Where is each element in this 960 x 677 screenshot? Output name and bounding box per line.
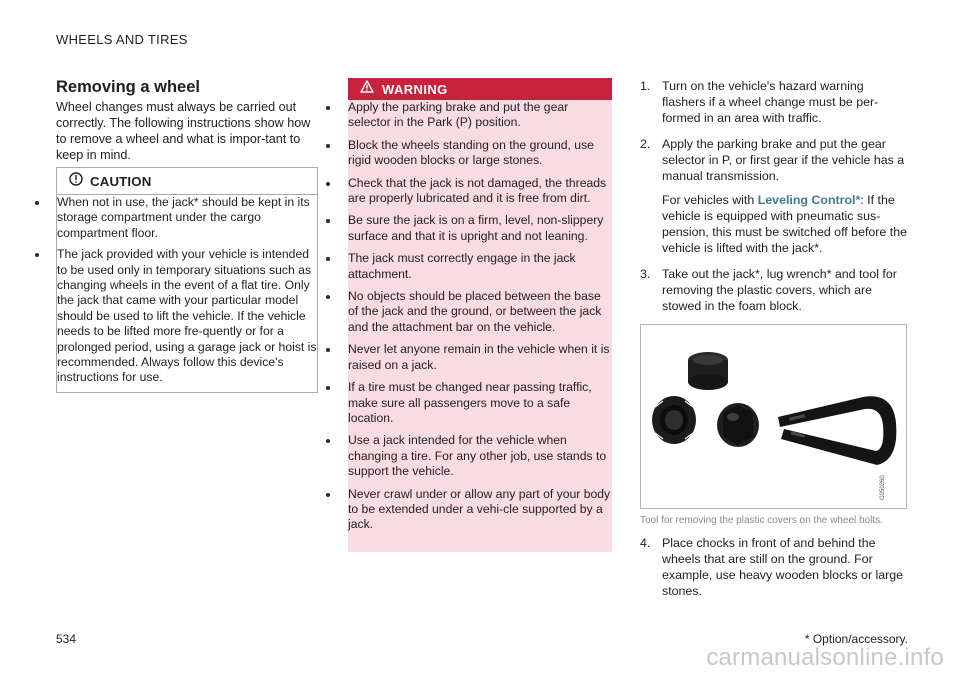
step-item [640, 266, 908, 314]
plastic-cover-top [688, 352, 728, 390]
column-middle [348, 78, 612, 552]
warning-item: Apply the parking brake and put the gear selector in the Park (P) position. [348, 100, 612, 131]
warning-header [348, 78, 612, 100]
warning-item: Block the wheels standing on the ground, use rigid wooden blocks or large stones. [348, 138, 612, 169]
leveling-control-link[interactable]: Leveling Control* [757, 193, 861, 207]
caution-icon [69, 172, 83, 191]
page-number: 534 [56, 632, 77, 646]
step-text: Turn on the vehicle's hazard warning flashers if a wheel change must be per-formed in an area with traffic. [662, 79, 879, 125]
subnote-suffix: : If the vehicle is equipped with pneumatic sus-pension, this must be switched off before the vehicle is lifted with the jack*. [662, 193, 907, 255]
section-header: WHEELS AND TIRES [56, 32, 188, 47]
warning-item: No objects should be placed between the base of the jack and the ground, or between the jack and the attachment bar on the vehicle. [348, 289, 612, 335]
tool-illustration [641, 325, 906, 508]
caution-header [57, 168, 317, 195]
step-text: Take out the jack*, lug wrench* and tool for removing the plastic covers, which are stowed in the foam block. [662, 267, 897, 313]
steps-list [640, 78, 908, 314]
watermark: carmanualsonline.info [706, 644, 944, 671]
warning-item: The jack must correctly engage in the jack attachment. [348, 251, 612, 282]
step-item [640, 78, 908, 126]
warning-item: Check that the jack is not damaged, the threads are properly lubricated and it is free from dirt. [348, 176, 612, 207]
warning-item: If a tire must be changed near passing traffic, make sure all passengers move to a safe location. [348, 380, 612, 426]
figure-code: G050260 [880, 475, 886, 500]
subnote-prefix: For vehicles with [662, 193, 758, 207]
caution-item: The jack provided with your vehicle is intended to be used only in temporary situations such as changing wheels in the event of a flat tire. Only the jack that came with your particular model should be used to lift the vehicle. If the vehicle needs to be lifted more fre-quently or for a prolonged period, using a garage jack or hoist is recommended. Always follow this device's instructions for use. [57, 247, 317, 385]
cover-removal-tool [778, 396, 896, 465]
step-number: 2. [640, 137, 651, 151]
caution-box [56, 167, 318, 393]
warning-item: Be sure the jack is on a firm, level, non-slippery surface and that it is upright and not leaning. [348, 213, 612, 244]
step-number: 1. [640, 79, 651, 93]
caution-title: CAUTION [90, 173, 152, 189]
warning-item: Use a jack intended for the vehicle when changing a tire. For any other job, use stands to support the vehicle. [348, 433, 612, 479]
warning-box [348, 78, 612, 552]
steps-list-continued [640, 535, 908, 599]
warning-title: WARNING [382, 81, 448, 97]
step-item [640, 535, 908, 599]
warning-list [348, 100, 612, 533]
column-right [640, 78, 908, 609]
step-text: Apply the parking brake and put the gear selector in P, or first gear if the vehicle has a manual transmission. [662, 137, 905, 183]
step-number: 3. [640, 267, 651, 281]
intro-text: Wheel changes must always be carried out correctly. The following instructions show how to remove a wheel and what is impor-tant to keep in mind. [56, 100, 311, 162]
warning-item: Never crawl under or allow any part of your body to be extended under a vehi-cle supported by a jack. [348, 486, 611, 532]
step-text: Place chocks in front of and behind the wheels that are still on the ground. For example, use heavy wooden blocks or large stones. [662, 536, 904, 598]
step-item [640, 136, 908, 256]
figure-caption: Tool for removing the plastic covers on the wheel bolts. [640, 515, 883, 526]
step-subnote [662, 192, 908, 256]
footnote: * Option/accessory. [804, 632, 908, 646]
warning-triangle-icon [360, 80, 374, 98]
page-heading: Removing a wheel [56, 78, 200, 96]
cover-removal-tool-figure [640, 324, 907, 509]
column-left [56, 78, 318, 393]
step-number: 4. [640, 536, 651, 550]
plastic-cover-middle [717, 403, 759, 447]
caution-item: When not in use, the jack* should be kept in its storage compartment under the cargo compartment floor. [57, 195, 317, 241]
caution-list [57, 195, 317, 386]
warning-item: Never let anyone remain in the vehicle when it is raised on a jack. [348, 342, 612, 373]
plastic-cover-left [652, 396, 696, 444]
